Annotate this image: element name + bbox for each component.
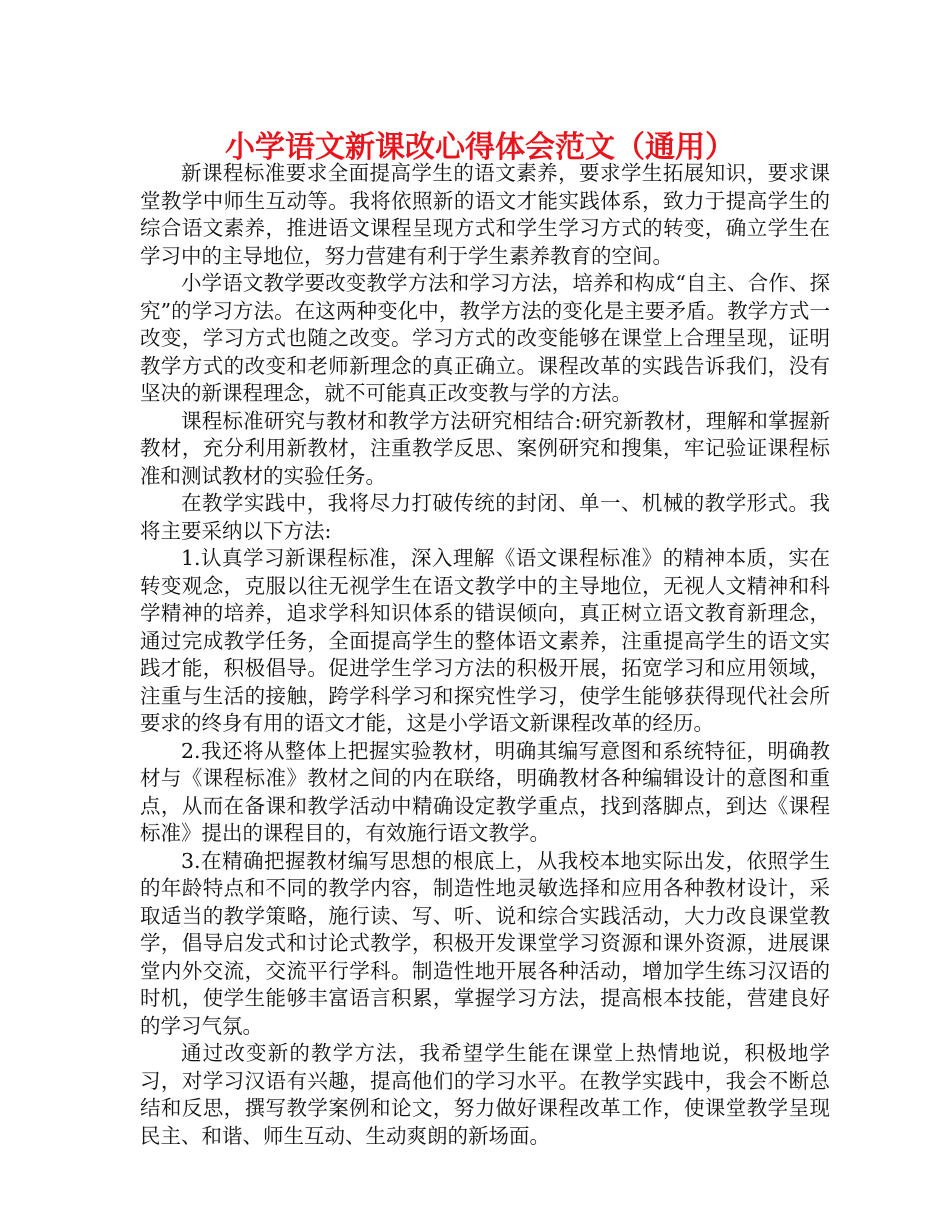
- paragraph-2: 小学语文教学要改变教学方法和学习方法，培养和构成“自主、合作、探究”的学习方法。在这两种变化中，教学方法的变化是主要矛盾。教学方式一改变，学习方式也随之改变。学习方式的改变能够在课堂上合理呈现，证明教学方式的改变和老师新理念的真正确立。课程改革的实践告诉我们，没有坚决的新课程理念，就不可能真正改变教与学的方法。: [140, 271, 830, 405]
- paragraph-5: 1.认真学习新课程标准，深入理解《语文课程标准》的精神本质，实在转变观念，克服以往无视学生在语文教学中的主导地位，无视人文精神和科学精神的培养，追求学科知识体系的错误倾向，真正树立语文教育新理念，通过完成教学任务，全面提高学生的整体语文素养，注重提高学生的语文实践才能，积极倡导。促进学生学习方法的积极开展，拓宽学习和应用领域，注重与生活的接触，跨学科学习和探究性学习，使学生能够获得现代社会所要求的终身有用的语文才能，这是小学语文新课程改革的经历。: [140, 546, 830, 735]
- paragraph-4: 在教学实践中，我将尽力打破传统的封闭、单一、机械的教学形式。我将主要采纳以下方法:: [140, 491, 830, 543]
- paragraph-1: 新课程标准要求全面提高学生的语文素养，要求学生拓展知识，要求课堂教学中师生互动等。我将依照新的语文才能实践体系，致力于提高学生的综合语文素养，推进语文课程呈现方式和学生学习方式的转变，确立学生在学习中的主导地位，努力营建有利于学生素养教育的空间。: [140, 161, 830, 268]
- paragraph-6: 2.我还将从整体上把握实验教材，明确其编写意图和系统特征，明确教材与《课程标准》教材之间的内在联络，明确教材各种编辑设计的意图和重点，从而在备课和教学活动中精确设定教学重点，找到落脚点，到达《课程标准》提出的课程目的，有效施行语文教学。: [140, 738, 830, 845]
- document-title: 小学语文新课改心得体会范文（通用）: [225, 130, 735, 165]
- document-body: [140, 160, 830, 1150]
- paragraph-8: 通过改变新的教学方法，我希望学生能在课堂上热情地说，积极地学习，对学习汉语有兴趣，提高他们的学习水平。在教学实践中，我会不断总结和反思，撰写教学案例和论文，努力做好课程改革工作，使课堂教学呈现民主、和谐、师生互动、生动爽朗的新场面。: [140, 1041, 830, 1148]
- paragraph-7: 3.在精确把握教材编写思想的根底上，从我校本地实际出发，依照学生的年龄特点和不同的教学内容，制造性地灵敏选择和应用各种教材设计，采取适当的教学策略，施行读、写、听、说和综合实践活动，大力改良课堂教学，倡导启发式和讨论式教学，积极开发课堂学习资源和课外资源，进展课堂内外交流，交流平行学科。制造性地开展各种活动，增加学生练习汉语的时机，使学生能够丰富语言积累，掌握学习方法，提高根本技能，营建良好的学习气氛。: [140, 848, 830, 1038]
- paragraph-3: 课程标准研究与教材和教学方法研究相结合:研究新教材，理解和掌握新教材，充分利用新教材，注重教学反思、案例研究和搜集，牢记验证课程标准和测试教材的实验任务。: [140, 408, 830, 488]
